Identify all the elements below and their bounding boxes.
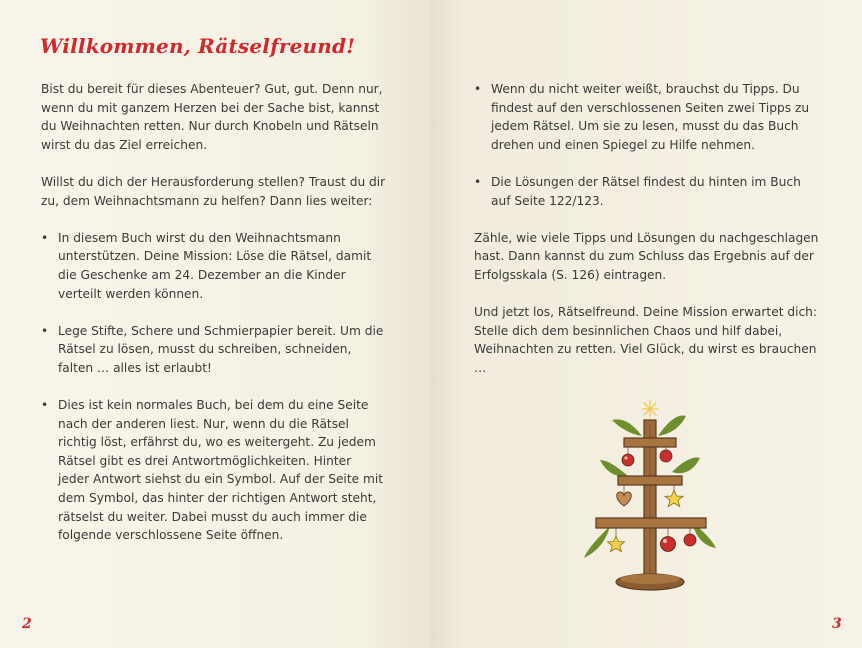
rules-list-right xyxy=(474,80,824,210)
list-item: • In diesem Buch wirst du den Weihnachtsmann unterstützen. Deine Mission: Löse die Rätsel, damit die Geschenke am 24. Dezember an die Kinder verteilt werden können. xyxy=(41,229,386,303)
closing-paragraph: Und jetzt los, Rätselfreund. Deine Mission erwartet dich: Stelle dich dem besinnlichen Chaos und hilf dabei, Weihnachten zu retten. Viel Glück, du wirst es brauchen … xyxy=(474,305,817,375)
star-icon xyxy=(642,401,658,417)
challenge-paragraph: Willst du dich der Herausforderung stellen? Traust du dir zu, dem Weihnachtsmann zu helfen? Dann lies weiter: xyxy=(41,174,386,208)
rules-list-left xyxy=(41,229,386,545)
page-number-left: 2 xyxy=(22,616,32,632)
page-title: Willkommen, Rätselfreund! xyxy=(40,34,356,58)
intro-paragraph: Bist du bereit für dieses Abenteuer? Gut, gut. Denn nur, wenn du mit ganzem Herzen bei der Sache bist, kannst du Weihnachten retten. Nur durch Knobeln und Rätseln wirst du das Ziel erreichen. xyxy=(41,82,383,152)
list-item: • Dies ist kein normales Buch, bei dem du eine Seite nach der anderen liest. Nur, wenn du die Rätsel richtig löst, erfährst du, wo es weitergeht. Zu jedem Rätsel gibt es drei Antwortmöglichkeiten. Hinter jeder Antwort siehst du ein Symbol. Auf der Seite mit dem Symbol, das hinter der richtigen Antwort steht, rätselst du weiter. Dabei musst du auch immer die folgende verschlossene Seite öffnen. xyxy=(41,396,386,545)
left-page xyxy=(0,0,430,648)
gingerbread-heart-icon xyxy=(617,492,632,506)
list-item: • Wenn du nicht weiter weißt, brauchst du Tipps. Du findest auf den verschlossenen Seiten zwei Tipps zu jedem Rätsel. Um sie zu lesen, musst du das Buch drehen und einen Spiegel zu Hilfe nehmen. xyxy=(474,80,824,154)
list-item: • Lege Stifte, Schere und Schmierpapier bereit. Um die Rätsel zu lösen, musst du schreiben, schneiden, falten … alles ist erlaubt! xyxy=(41,322,386,378)
left-text-column xyxy=(41,80,386,563)
count-paragraph: Zähle, wie viele Tipps und Lösungen du nachgeschlagen hast. Dann kannst du zum Schluss das Ergebnis auf der Erfolgsskala (S. 126) eintragen. xyxy=(474,230,819,282)
page-number-right: 3 xyxy=(832,616,842,632)
list-item: • Die Lösungen der Rätsel findest du hinten im Buch auf Seite 122/123. xyxy=(474,173,824,210)
right-text-column xyxy=(474,80,824,396)
christmas-tree-illustration xyxy=(580,398,720,598)
